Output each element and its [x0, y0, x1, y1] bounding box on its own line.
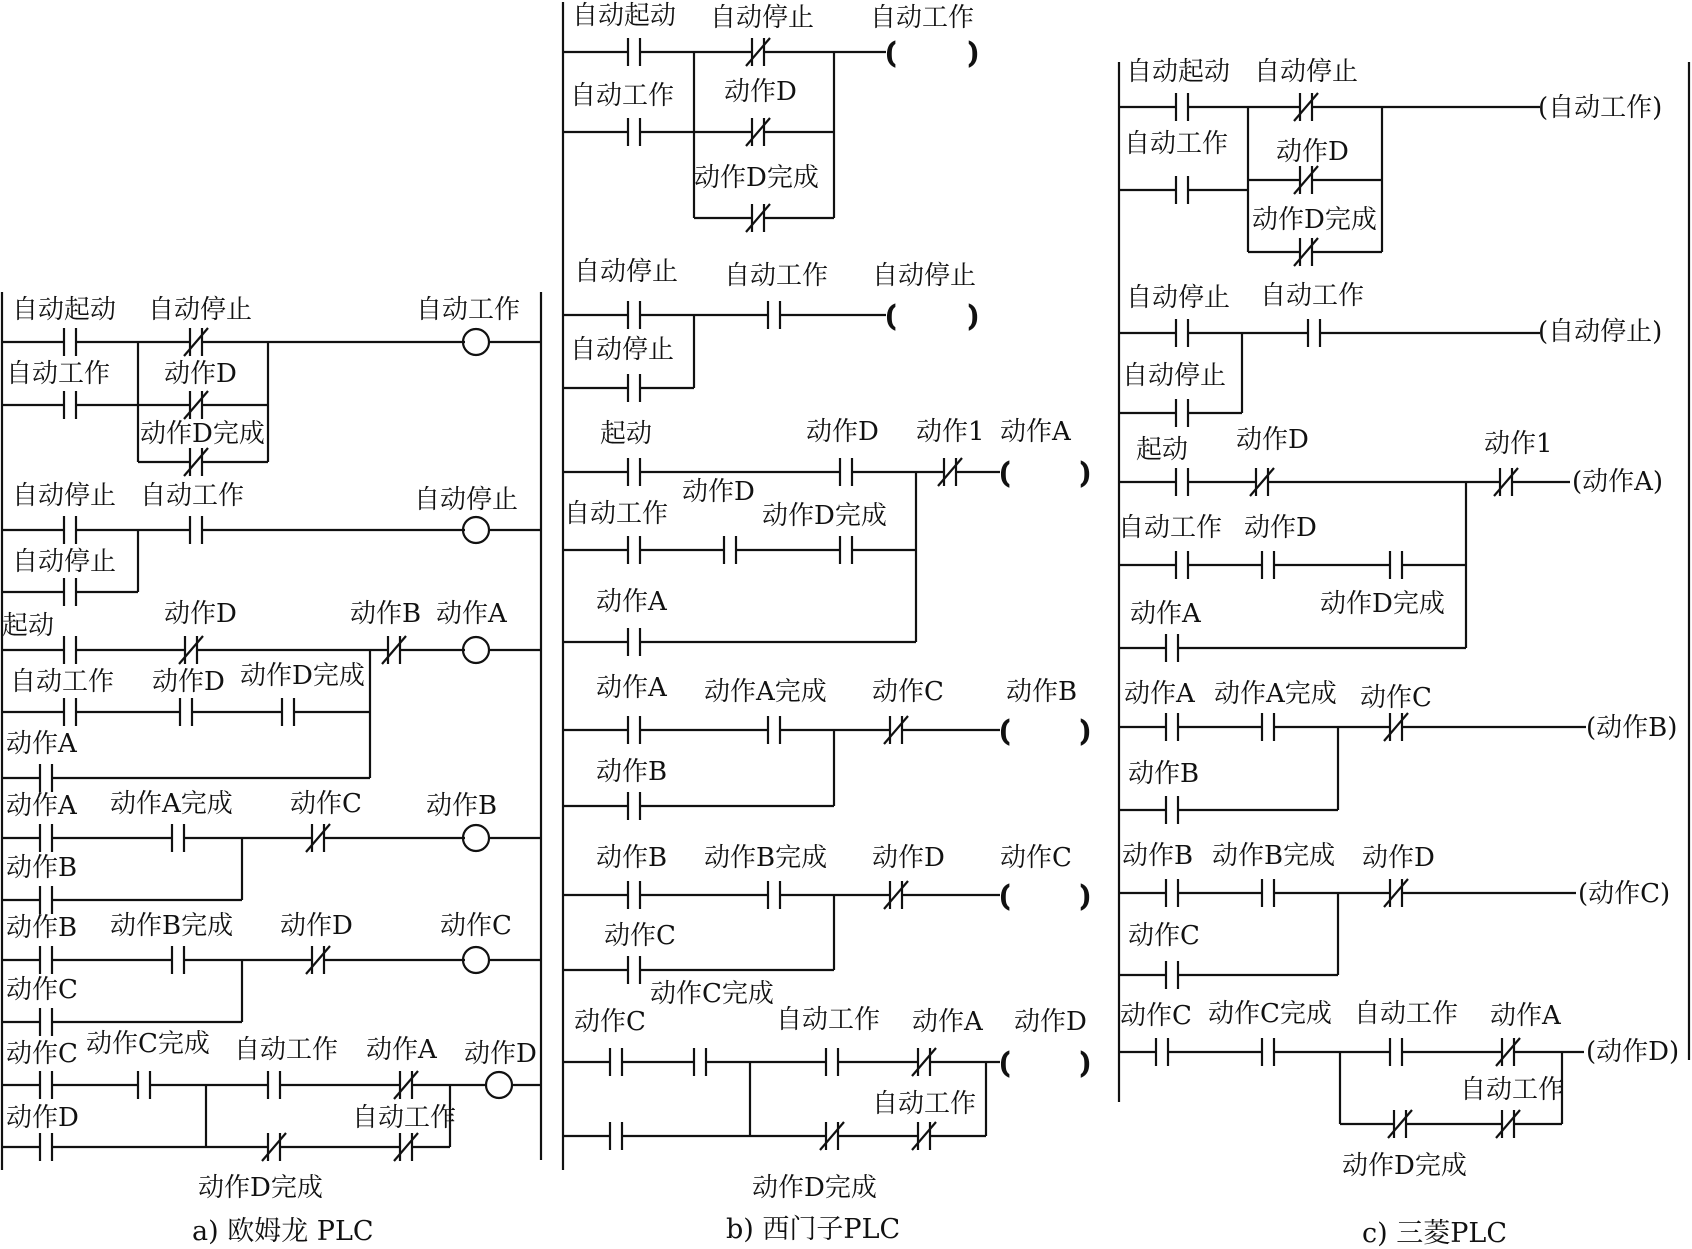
siemens-r4-hold: 动作B: [596, 757, 668, 787]
omron-r1-p1: 动作D: [164, 359, 237, 389]
mitsubishi-rails: [1119, 62, 1689, 1102]
mitsubishi-r1-p1: 动作D: [1276, 137, 1349, 167]
omron-r3-b1: 自动工作: [10, 667, 115, 697]
siemens-r3-b3: 动作D完成: [762, 501, 887, 531]
siemens-r3-in1: 起动: [600, 419, 653, 449]
omron-r2-in1: 自动停止: [12, 481, 117, 511]
siemens-r6-out: 动作D: [1014, 1007, 1087, 1037]
mitsubishi-r5-in2: 动作B完成: [1212, 841, 1336, 871]
siemens-r1-hold: 自动工作: [570, 81, 675, 111]
omron-r1-hold: 自动工作: [6, 359, 111, 389]
omron-r6-b1: 自动工作: [352, 1103, 457, 1133]
caption-omron: a) 欧姆龙 PLC: [192, 1216, 374, 1247]
siemens-r4-out: 动作B: [1006, 677, 1078, 707]
svg-text:(: (: [1000, 1049, 1011, 1079]
siemens-r5-hold: 动作C: [604, 921, 676, 951]
mitsubishi-r3-b1: 自动工作: [1118, 513, 1223, 543]
mitsubishi-r4-in2: 动作A完成: [1214, 679, 1337, 709]
siemens-r6-in3: 自动工作: [776, 1005, 881, 1035]
mitsubishi-r5-in1: 动作B: [1122, 841, 1194, 871]
omron-r3-in3: 动作B: [350, 599, 422, 629]
siemens-r1-in2: 自动停止: [710, 3, 815, 33]
mitsubishi-r6-out: (动作D): [1586, 1037, 1680, 1067]
mitsubishi-r6-b2: 动作D完成: [1342, 1151, 1467, 1181]
mitsubishi-rung-auto-work: [1119, 93, 1540, 266]
siemens-r2-in1: 自动停止: [574, 257, 679, 287]
omron-r6-in3: 自动工作: [234, 1035, 339, 1065]
siemens-r6-in4: 动作A: [912, 1007, 983, 1037]
siemens-r6-in1: 动作C: [574, 1007, 646, 1037]
omron-r6-in4: 动作A: [366, 1035, 437, 1065]
siemens-labels: [564, 1, 1087, 1203]
siemens-r3-b2: 动作D: [682, 477, 755, 507]
omron-r1-p2: 动作D完成: [140, 419, 265, 449]
omron-rung-action-c: [2, 946, 541, 1036]
siemens-r3-b4: 动作A: [596, 587, 667, 617]
omron-labels: [2, 295, 537, 1203]
omron-r6-in1: 动作C: [6, 1039, 78, 1069]
omron-r5-in2: 动作B完成: [110, 911, 234, 941]
mitsubishi-r3-in1: 起动: [1136, 435, 1189, 465]
siemens-r6-b1: 自动工作: [872, 1089, 977, 1119]
mitsubishi-r1-p2: 动作D完成: [1252, 205, 1377, 235]
siemens-rung-auto-work: [563, 38, 978, 232]
mitsubishi-r1-out: (自动工作): [1538, 93, 1663, 123]
caption-mitsubishi: c) 三菱PLC: [1362, 1218, 1507, 1249]
omron-r6-out: 动作D: [464, 1039, 537, 1069]
mitsubishi-r3-out: (动作A): [1572, 467, 1664, 497]
mitsubishi-r6-in4: 动作A: [1490, 1001, 1561, 1031]
mitsubishi-r5-in3: 动作D: [1362, 843, 1435, 873]
omron-r3-in1: 起动: [2, 611, 55, 641]
mitsubishi-r4-in3: 动作C: [1360, 683, 1432, 713]
omron-rung-action-a: [2, 636, 541, 792]
captions: [192, 1214, 1507, 1249]
omron-r3-b4: 动作A: [6, 729, 77, 759]
siemens-r4-in3: 动作C: [872, 677, 944, 707]
siemens-r5-extra: 动作C完成: [650, 979, 774, 1009]
siemens-r5-in3: 动作D: [872, 843, 945, 873]
omron-rung-action-d: [2, 1071, 541, 1161]
omron-r6-in2: 动作C完成: [86, 1029, 210, 1059]
siemens-r2-in2: 自动工作: [724, 261, 829, 291]
mitsubishi-r6-in3: 自动工作: [1354, 999, 1459, 1029]
mitsubishi-r3-b2: 动作D: [1244, 513, 1317, 543]
svg-text:(: (: [1000, 459, 1011, 489]
mitsubishi-r1-in2: 自动停止: [1254, 57, 1359, 87]
omron-r3-b2: 动作D: [152, 667, 225, 697]
omron-r5-hold: 动作C: [6, 975, 78, 1005]
siemens-r3-in3: 动作1: [916, 417, 985, 447]
svg-text:(: (: [886, 302, 897, 332]
siemens-diagram: [563, 2, 1090, 1170]
svg-text:): ): [968, 39, 979, 69]
siemens-r1-p1: 动作D: [724, 77, 797, 107]
omron-r1-in1: 自动起动: [12, 295, 117, 325]
siemens-r1-p2: 动作D完成: [694, 163, 819, 193]
mitsubishi-r2-in1: 自动停止: [1126, 283, 1231, 313]
siemens-r5-in1: 动作B: [596, 843, 668, 873]
omron-r6-b2: 动作D完成: [198, 1173, 323, 1203]
mitsubishi-rung-action-a: [1119, 468, 1570, 662]
mitsubishi-r3-in3: 动作1: [1484, 429, 1553, 459]
mitsubishi-r6-in2: 动作C完成: [1208, 999, 1332, 1029]
siemens-r5-in2: 动作B完成: [704, 843, 828, 873]
mitsubishi-r3-in2: 动作D: [1236, 425, 1309, 455]
svg-text:): ): [1080, 1049, 1091, 1079]
siemens-r3-b1: 自动工作: [564, 499, 669, 529]
mitsubishi-r1-in1: 自动起动: [1126, 57, 1231, 87]
mitsubishi-r6-b1: 自动工作: [1460, 1075, 1565, 1105]
omron-r5-out: 动作C: [440, 911, 512, 941]
siemens-r2-out: 自动停止: [872, 261, 977, 291]
omron-r4-in2: 动作A完成: [110, 789, 233, 819]
mitsubishi-r1-hold: 自动工作: [1124, 129, 1229, 159]
svg-text:): ): [1080, 717, 1091, 747]
siemens-r2-hold: 自动停止: [570, 335, 675, 365]
siemens-r1-out: 自动工作: [870, 3, 975, 33]
omron-r2-out: 自动停止: [414, 485, 519, 515]
siemens-rung-action-d: [563, 1048, 1090, 1150]
mitsubishi-r2-hold: 自动停止: [1122, 361, 1227, 391]
mitsubishi-r6-in1: 动作C: [1120, 1001, 1192, 1031]
mitsubishi-r3-b3: 动作D完成: [1320, 589, 1445, 619]
svg-text:(: (: [886, 39, 897, 69]
omron-r1-out: 自动工作: [416, 295, 521, 325]
svg-text:(: (: [1000, 882, 1011, 912]
mitsubishi-labels: [1118, 57, 1679, 1181]
siemens-r4-in2: 动作A完成: [704, 677, 827, 707]
omron-r2-in2: 自动工作: [140, 481, 245, 511]
omron-r3-in2: 动作D: [164, 599, 237, 629]
omron-r3-out: 动作A: [436, 599, 507, 629]
omron-r4-in3: 动作C: [290, 789, 362, 819]
siemens-r1-in1: 自动起动: [572, 1, 677, 31]
svg-text:): ): [968, 302, 979, 332]
mitsubishi-r2-out: (自动停止): [1538, 317, 1663, 347]
omron-r4-hold: 动作B: [6, 853, 78, 883]
omron-r5-in1: 动作B: [6, 913, 78, 943]
svg-text:): ): [1080, 882, 1091, 912]
omron-r5-in3: 动作D: [280, 911, 353, 941]
omron-r4-out: 动作B: [426, 791, 498, 821]
siemens-r3-in2: 动作D: [806, 417, 879, 447]
mitsubishi-r4-hold: 动作B: [1128, 759, 1200, 789]
omron-r2-hold: 自动停止: [12, 547, 117, 577]
svg-text:): ): [1080, 459, 1091, 489]
omron-r1-in2: 自动停止: [148, 295, 253, 325]
omron-r6-hold: 动作D: [6, 1103, 79, 1133]
mitsubishi-r4-out: (动作B): [1586, 713, 1678, 743]
siemens-rung-action-a: [563, 458, 1090, 656]
mitsubishi-r2-in2: 自动工作: [1260, 281, 1365, 311]
siemens-r4-in1: 动作A: [596, 673, 667, 703]
omron-rung-action-b: [2, 824, 541, 914]
omron-rung-auto-work: [2, 328, 541, 476]
svg-text:(: (: [1000, 717, 1011, 747]
mitsubishi-r5-hold: 动作C: [1128, 921, 1200, 951]
omron-r3-b3: 动作D完成: [240, 661, 365, 691]
mitsubishi-r3-b4: 动作A: [1130, 599, 1201, 629]
siemens-r5-out: 动作C: [1000, 843, 1072, 873]
caption-siemens: b) 西门子PLC: [726, 1214, 901, 1245]
siemens-r6-b2: 动作D完成: [752, 1173, 877, 1203]
mitsubishi-r4-in1: 动作A: [1124, 679, 1195, 709]
omron-r4-in1: 动作A: [6, 791, 77, 821]
siemens-r3-out: 动作A: [1000, 417, 1071, 447]
mitsubishi-r5-out: (动作C): [1578, 879, 1671, 909]
